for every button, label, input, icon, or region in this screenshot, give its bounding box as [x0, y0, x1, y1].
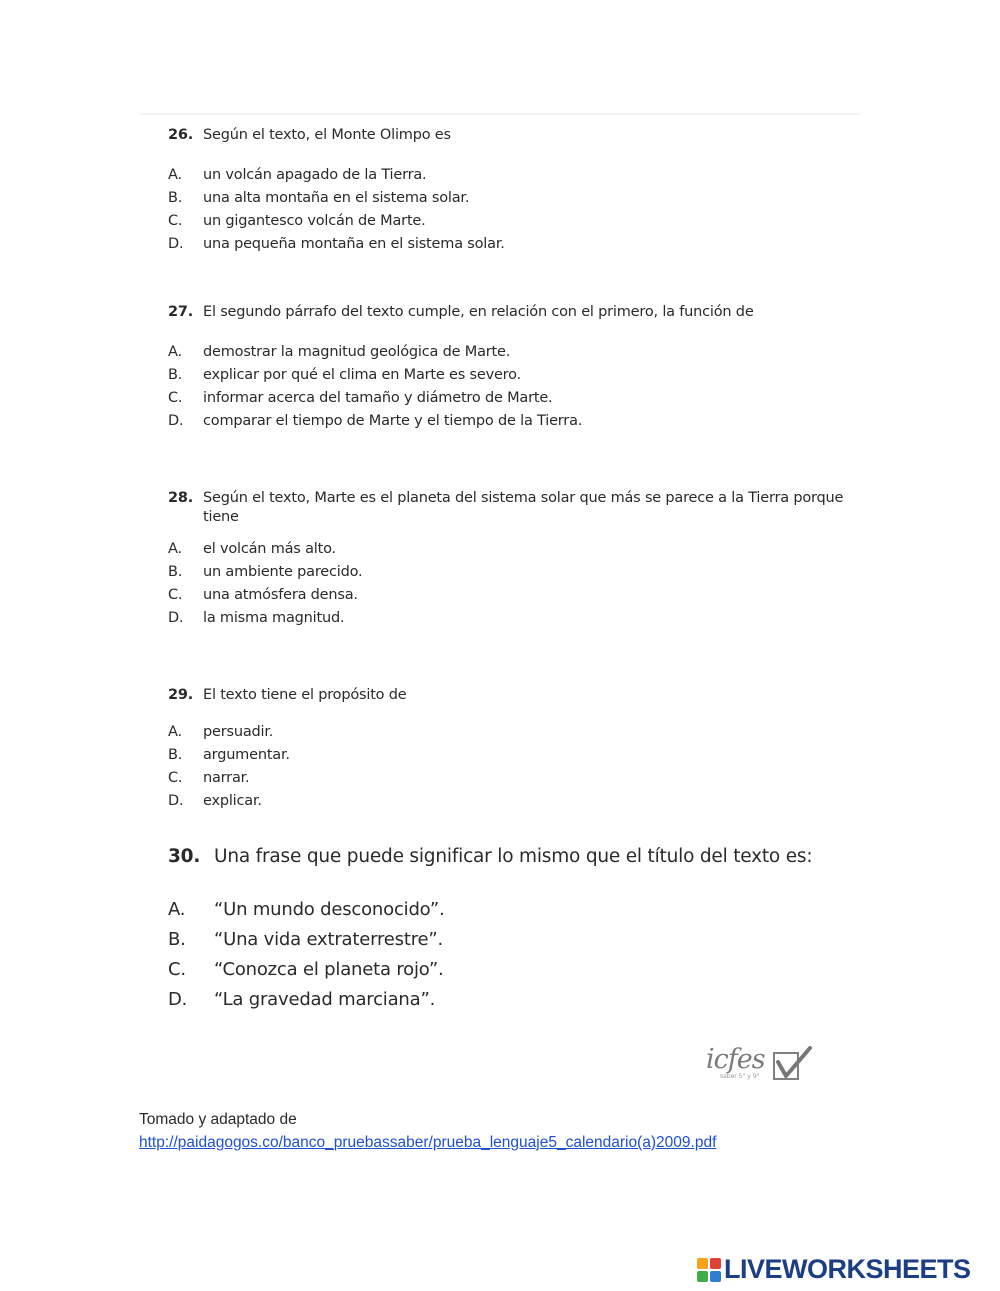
- question-30: [168, 845, 868, 1015]
- option-a: [168, 721, 848, 744]
- icfes-logo: [706, 1044, 810, 1084]
- option-letter: D.: [168, 610, 184, 626]
- option-letter: A.: [168, 899, 186, 920]
- question-text: Según el texto, Marte es el planeta del sistema solar que más se parece a la Tierra porque tiene: [203, 490, 844, 525]
- option-letter: A.: [168, 344, 182, 360]
- option-letter: A.: [168, 167, 182, 183]
- question-number: 29.: [168, 687, 194, 703]
- option-b: [168, 364, 848, 387]
- option-text: un ambiente parecido.: [203, 564, 363, 580]
- question-29: [168, 686, 848, 813]
- question-number: 26.: [168, 127, 194, 143]
- option-b: [168, 925, 868, 955]
- option-letter: B.: [168, 367, 183, 383]
- option-b: [168, 187, 848, 210]
- option-c: [168, 387, 848, 410]
- option-c: [168, 584, 848, 607]
- option-text: el volcán más alto.: [203, 541, 336, 557]
- option-text: argumentar.: [203, 747, 290, 763]
- question-number: 27.: [168, 304, 194, 320]
- question-number: 28.: [168, 490, 194, 506]
- source-link[interactable]: http://paidagogos.co/banco_pruebassaber/prueba_lenguaje5_calendario(a)2009.pdf: [139, 1134, 717, 1151]
- liveworksheets-logo: [697, 1254, 971, 1285]
- option-text: comparar el tiempo de Marte y el tiempo de la Tierra.: [203, 413, 583, 429]
- option-letter: B.: [168, 929, 186, 950]
- icfes-logo-tagline: saber 5° y 9°: [720, 1073, 760, 1080]
- option-letter: D.: [168, 989, 188, 1010]
- option-letter: D.: [168, 413, 184, 429]
- option-letter: B.: [168, 564, 183, 580]
- option-text: “Conozca el planeta rojo”.: [214, 959, 444, 980]
- source-citation: [139, 1108, 716, 1154]
- question-number: 30.: [168, 846, 201, 867]
- icfes-logo-word: icfes: [706, 1044, 765, 1075]
- source-label: Tomado y adaptado de: [139, 1111, 297, 1128]
- option-letter: B.: [168, 747, 183, 763]
- option-d: [168, 607, 848, 630]
- option-a: [168, 538, 848, 561]
- option-text: un gigantesco volcán de Marte.: [203, 213, 426, 229]
- option-letter: A.: [168, 724, 182, 740]
- option-text: una pequeña montaña en el sistema solar.: [203, 236, 505, 252]
- option-a: [168, 341, 848, 364]
- question-26: [168, 126, 848, 256]
- option-b: [168, 561, 848, 584]
- option-letter: C.: [168, 587, 183, 603]
- option-text: una alta montaña en el sistema solar.: [203, 190, 470, 206]
- check-icon: [772, 1046, 812, 1082]
- option-a: [168, 164, 848, 187]
- option-letter: A.: [168, 541, 182, 557]
- liveworksheets-blocks-icon: [697, 1258, 721, 1282]
- option-a: [168, 895, 868, 925]
- option-c: [168, 955, 868, 985]
- option-text: un volcán apagado de la Tierra.: [203, 167, 427, 183]
- top-divider: [140, 113, 860, 115]
- option-text: informar acerca del tamaño y diámetro de Marte.: [203, 390, 553, 406]
- option-text: explicar por qué el clima en Marte es severo.: [203, 367, 521, 383]
- option-letter: C.: [168, 959, 186, 980]
- option-text: una atmósfera densa.: [203, 587, 358, 603]
- option-text: “Un mundo desconocido”.: [214, 899, 445, 920]
- option-d: [168, 410, 848, 433]
- option-c: [168, 767, 848, 790]
- option-d: [168, 985, 868, 1015]
- option-letter: D.: [168, 236, 184, 252]
- question-27: [168, 303, 848, 433]
- option-text: persuadir.: [203, 724, 274, 740]
- option-text: explicar.: [203, 793, 262, 809]
- question-28: [168, 489, 848, 630]
- option-letter: C.: [168, 770, 183, 786]
- option-letter: B.: [168, 190, 183, 206]
- option-text: narrar.: [203, 770, 250, 786]
- option-text: “La gravedad marciana”.: [214, 989, 436, 1010]
- option-b: [168, 744, 848, 767]
- option-letter: C.: [168, 213, 183, 229]
- option-letter: D.: [168, 793, 184, 809]
- option-text: demostrar la magnitud geológica de Marte.: [203, 344, 511, 360]
- option-text: “Una vida extraterrestre”.: [214, 929, 444, 950]
- option-d: [168, 790, 848, 813]
- question-text: Según el texto, el Monte Olimpo es: [203, 127, 451, 143]
- question-text: El texto tiene el propósito de: [203, 687, 407, 703]
- option-d: [168, 233, 848, 256]
- option-letter: C.: [168, 390, 183, 406]
- question-text: Una frase que puede significar lo mismo que el título del texto es:: [214, 846, 813, 867]
- option-text: la misma magnitud.: [203, 610, 345, 626]
- liveworksheets-wordmark: LIVEWORKSHEETS: [724, 1254, 971, 1284]
- question-text: El segundo párrafo del texto cumple, en relación con el primero, la función de: [203, 304, 754, 320]
- option-c: [168, 210, 848, 233]
